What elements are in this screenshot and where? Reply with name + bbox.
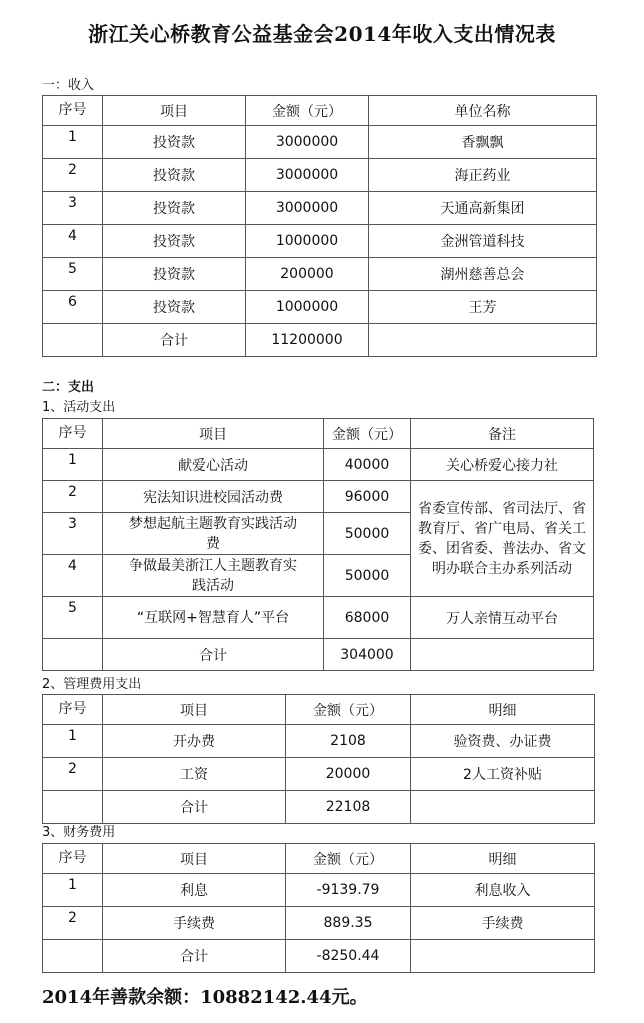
table-header-row bbox=[43, 695, 595, 725]
total-value: 11200000 bbox=[246, 324, 369, 357]
row-amount: 1000000 bbox=[246, 291, 369, 324]
header-cell: 序号 bbox=[43, 695, 103, 725]
header-cell: 金额（元） bbox=[286, 844, 411, 874]
table-row bbox=[43, 758, 595, 791]
row-amount: 20000 bbox=[286, 758, 411, 791]
table-row bbox=[43, 225, 597, 258]
row-index: 5 bbox=[43, 258, 103, 291]
total-row bbox=[43, 791, 595, 824]
row-index: 5 bbox=[43, 597, 103, 639]
table-row bbox=[43, 597, 594, 639]
table-row bbox=[43, 449, 594, 481]
income-section-label: 一：收入 bbox=[42, 78, 95, 93]
row-detail: 利息收入 bbox=[411, 874, 595, 907]
row-item: 投资款 bbox=[103, 192, 246, 225]
row-item: 工资 bbox=[103, 758, 286, 791]
row-item: 宪法知识进校园活动费 bbox=[103, 481, 324, 513]
row-index: 3 bbox=[43, 513, 103, 555]
table-row bbox=[43, 126, 597, 159]
row-amount: 50000 bbox=[324, 513, 411, 555]
row-amount: -9139.79 bbox=[286, 874, 411, 907]
total-label: 合计 bbox=[103, 940, 286, 973]
table-row bbox=[43, 291, 597, 324]
header-cell: 金额（元） bbox=[324, 419, 411, 449]
row-note: 省委宣传部、省司法厅、省教育厅、省广电局、省关工委、团省委、普法办、省文明办联合主办系列活动 bbox=[411, 481, 594, 597]
row-amount: 2108 bbox=[286, 725, 411, 758]
header-cell: 明细 bbox=[411, 695, 595, 725]
header-cell: 金额（元） bbox=[286, 695, 411, 725]
row-item: 利息 bbox=[103, 874, 286, 907]
header-cell: 备注 bbox=[411, 419, 594, 449]
row-index: 4 bbox=[43, 225, 103, 258]
total-row bbox=[43, 324, 597, 357]
total-row bbox=[43, 940, 595, 973]
row-index: 6 bbox=[43, 291, 103, 324]
total-label: 合计 bbox=[103, 791, 286, 824]
total-row bbox=[43, 639, 594, 671]
row-unit: 金洲管道科技 bbox=[369, 225, 597, 258]
income-table bbox=[42, 95, 597, 357]
row-amount: 40000 bbox=[324, 449, 411, 481]
total-value: 22108 bbox=[286, 791, 411, 824]
activity-section-label: 1、活动支出 bbox=[42, 400, 116, 415]
row-amount: 68000 bbox=[324, 597, 411, 639]
row-item: 献爱心活动 bbox=[103, 449, 324, 481]
row-amount: 3000000 bbox=[246, 126, 369, 159]
row-item: 开办费 bbox=[103, 725, 286, 758]
row-index: 2 bbox=[43, 907, 103, 940]
row-index: 4 bbox=[43, 555, 103, 597]
total-label: 合计 bbox=[103, 324, 246, 357]
row-detail: 2人工资补贴 bbox=[411, 758, 595, 791]
header-cell: 单位名称 bbox=[369, 96, 597, 126]
table-row bbox=[43, 725, 595, 758]
row-index: 2 bbox=[43, 758, 103, 791]
table-row bbox=[43, 159, 597, 192]
row-amount: 50000 bbox=[324, 555, 411, 597]
row-index: 3 bbox=[43, 192, 103, 225]
header-cell: 项目 bbox=[103, 695, 286, 725]
row-item: 手续费 bbox=[103, 907, 286, 940]
finance-section-label: 3、财务费用 bbox=[42, 825, 116, 840]
row-amount: 889.35 bbox=[286, 907, 411, 940]
total-value: -8250.44 bbox=[286, 940, 411, 973]
finance-expense-table bbox=[42, 843, 595, 973]
row-item: 梦想起航主题教育实践活动费 bbox=[103, 513, 324, 555]
header-cell: 序号 bbox=[43, 419, 103, 449]
row-note: 关心桥爱心接力社 bbox=[411, 449, 594, 481]
table-row bbox=[43, 192, 597, 225]
table-row bbox=[43, 907, 595, 940]
row-unit: 香飘飘 bbox=[369, 126, 597, 159]
row-amount: 3000000 bbox=[246, 159, 369, 192]
row-amount: 1000000 bbox=[246, 225, 369, 258]
row-amount: 3000000 bbox=[246, 192, 369, 225]
table-row bbox=[43, 258, 597, 291]
row-unit: 天通高新集团 bbox=[369, 192, 597, 225]
row-index: 1 bbox=[43, 874, 103, 907]
row-item: 投资款 bbox=[103, 225, 246, 258]
row-detail: 验资费、办证费 bbox=[411, 725, 595, 758]
header-cell: 项目 bbox=[103, 96, 246, 126]
header-cell: 项目 bbox=[103, 419, 324, 449]
row-index: 2 bbox=[43, 481, 103, 513]
header-cell: 项目 bbox=[103, 844, 286, 874]
row-index: 1 bbox=[43, 449, 103, 481]
header-cell: 金额（元） bbox=[246, 96, 369, 126]
row-index: 1 bbox=[43, 126, 103, 159]
row-amount: 200000 bbox=[246, 258, 369, 291]
header-cell: 明细 bbox=[411, 844, 595, 874]
row-item: 争做最美浙江人主题教育实践活动 bbox=[103, 555, 324, 597]
row-amount: 96000 bbox=[324, 481, 411, 513]
activity-expense-table bbox=[42, 418, 594, 671]
table-header-row bbox=[43, 96, 597, 126]
total-value: 304000 bbox=[324, 639, 411, 671]
balance-summary: 2014年善款余额：10882142.44元。 bbox=[42, 987, 368, 1008]
row-unit: 王芳 bbox=[369, 291, 597, 324]
row-index: 1 bbox=[43, 725, 103, 758]
table-header-row bbox=[43, 419, 594, 449]
header-cell: 序号 bbox=[43, 844, 103, 874]
row-unit: 湖州慈善总会 bbox=[369, 258, 597, 291]
row-item: 投资款 bbox=[103, 258, 246, 291]
row-detail: 手续费 bbox=[411, 907, 595, 940]
header-cell: 序号 bbox=[43, 96, 103, 126]
row-item: “互联网+智慧育人”平台 bbox=[103, 597, 324, 639]
page-title: 浙江关心桥教育公益基金会2014年收入支出情况表 bbox=[88, 22, 556, 46]
table-header-row bbox=[43, 844, 595, 874]
management-expense-table bbox=[42, 694, 595, 824]
management-section-label: 2、管理费用支出 bbox=[42, 677, 142, 692]
row-item: 投资款 bbox=[103, 291, 246, 324]
row-item: 投资款 bbox=[103, 159, 246, 192]
expense-section-label: 二：支出 bbox=[42, 380, 95, 395]
row-unit: 海正药业 bbox=[369, 159, 597, 192]
row-item: 投资款 bbox=[103, 126, 246, 159]
row-note: 万人亲情互动平台 bbox=[411, 597, 594, 639]
table-row bbox=[43, 481, 594, 513]
total-label: 合计 bbox=[103, 639, 324, 671]
row-index: 2 bbox=[43, 159, 103, 192]
table-row bbox=[43, 874, 595, 907]
